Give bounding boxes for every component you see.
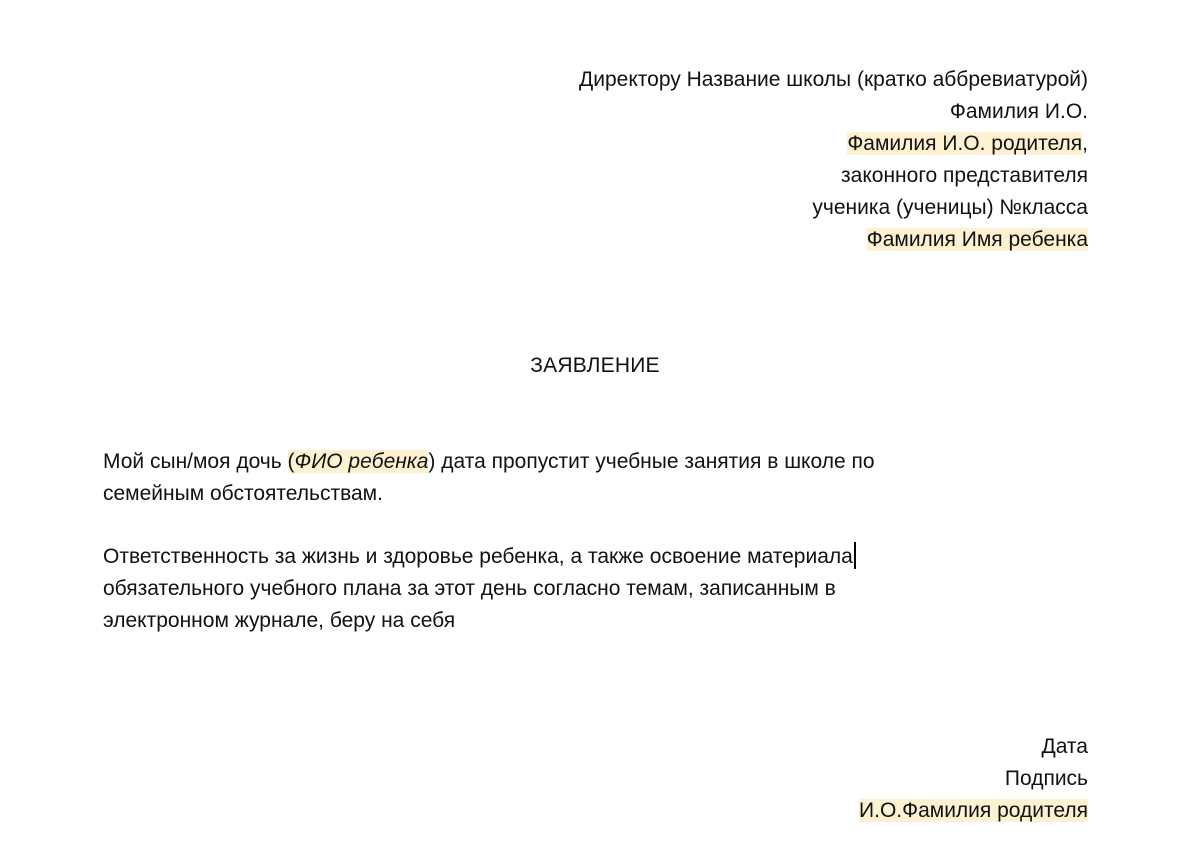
placeholder-parent-name[interactable]: Фамилия И.О. родителя [847, 132, 1083, 155]
signature-label[interactable]: Подпись [1004, 767, 1088, 790]
paragraph-absence-suffix: ) дата пропустит учебные занятия в школе по [428, 450, 875, 473]
paragraph-absence-line-1[interactable] [103, 446, 1003, 478]
paragraph-responsibility[interactable] [103, 541, 1003, 637]
paragraph-responsibility-line-1-text: Ответственность за жизнь и здоровье ребенка, а также освоение материала [103, 545, 853, 568]
paragraph-absence[interactable] [103, 446, 1003, 510]
addressee-student-class-line[interactable]: ученика (ученицы) №класса [812, 196, 1088, 219]
placeholder-parent-initials[interactable]: И.О.Фамилия родителя [859, 799, 1088, 822]
placeholder-child-fio[interactable] [288, 450, 429, 473]
addressee-parent-line[interactable] [579, 128, 1088, 160]
signature-name-line[interactable] [859, 795, 1088, 827]
text-cursor [854, 542, 856, 569]
comma: , [1082, 132, 1088, 155]
signature-block [859, 731, 1088, 827]
paragraph-absence-prefix: Мой сын/моя дочь [103, 450, 288, 473]
addressee-director-line[interactable]: Директору Название школы (кратко аббревиатурой) [579, 68, 1088, 91]
addressee-director-name[interactable]: Фамилия И.О. [949, 100, 1088, 123]
paragraph-responsibility-line-3[interactable]: электронном журнале, беру на себя [103, 609, 456, 632]
placeholder-child-name[interactable]: Фамилия Имя ребенка [866, 228, 1088, 251]
document-title[interactable]: ЗАЯВЛЕНИЕ [530, 354, 660, 377]
addressee-legal-rep-line[interactable]: законного представителя [841, 164, 1088, 187]
paragraph-responsibility-line-2[interactable]: обязательного учебного плана за этот день согласно темам, записанным в [103, 577, 836, 600]
date-label[interactable]: Дата [1041, 735, 1088, 758]
placeholder-child-fio-text: ФИО ребенка [294, 450, 429, 473]
open-paren: ( [287, 450, 295, 473]
paragraph-absence-line-2[interactable]: семейным обстоятельствам. [103, 482, 383, 505]
addressee-block [579, 64, 1088, 256]
addressee-child-line[interactable] [579, 224, 1088, 256]
paragraph-responsibility-line-1[interactable] [103, 541, 1003, 573]
